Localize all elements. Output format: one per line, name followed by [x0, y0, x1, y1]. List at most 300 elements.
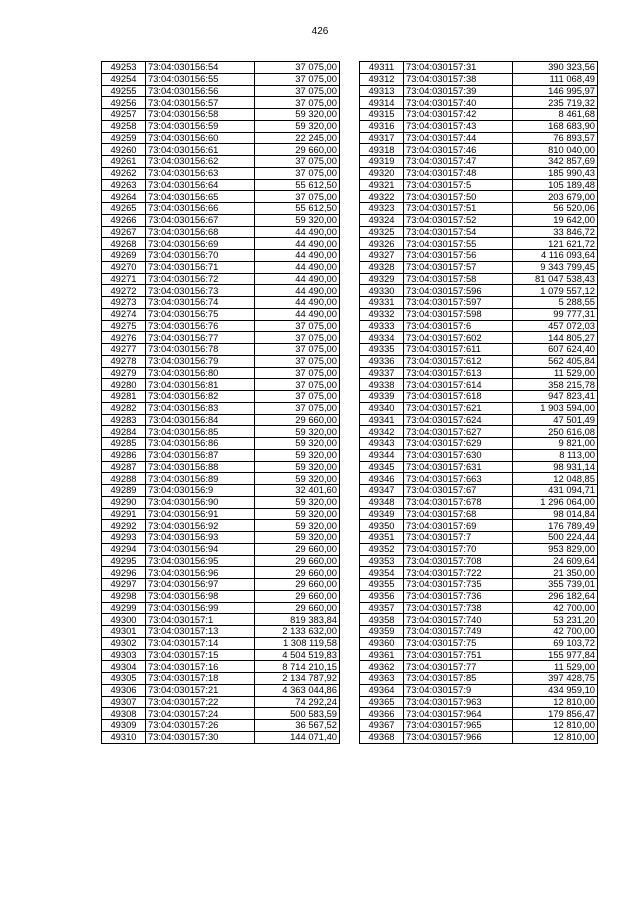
row-number: 49324: [360, 214, 404, 226]
cadastral-value: 37 075,00: [255, 355, 340, 367]
cadastral-value: 37 075,00: [255, 156, 340, 168]
table-row: [102, 332, 340, 344]
table-row: [360, 661, 598, 673]
cadastral-value: 29 660,00: [255, 590, 340, 602]
row-number: 49257: [102, 109, 146, 121]
table-row: [360, 391, 598, 403]
cadastral-value: 1 903 594,00: [513, 402, 598, 414]
cadastral-number: 73:04:030157:1: [146, 614, 255, 626]
table-row: [102, 696, 340, 708]
row-number: 49307: [102, 696, 146, 708]
cadastral-number: 73:04:030156:90: [146, 496, 255, 508]
table-row: [360, 297, 598, 309]
cadastral-value: 11 529,00: [513, 661, 598, 673]
row-number: 49276: [102, 332, 146, 344]
row-number: 49329: [360, 273, 404, 285]
cadastral-number: 73:04:030157:13: [146, 626, 255, 638]
row-number: 49331: [360, 297, 404, 309]
cadastral-number: 73:04:030156:93: [146, 532, 255, 544]
table-row: [102, 391, 340, 403]
cadastral-value: 2 134 787,92: [255, 673, 340, 685]
table-row: [102, 73, 340, 85]
cadastral-number: 73:04:030156:59: [146, 120, 255, 132]
cadastral-number: 73:04:030156:99: [146, 602, 255, 614]
table-row: [102, 661, 340, 673]
row-number: 49288: [102, 473, 146, 485]
cadastral-number: 73:04:030157:31: [404, 62, 513, 74]
row-number: 49368: [360, 731, 404, 743]
cadastral-number: 73:04:030157:15: [146, 649, 255, 661]
cadastral-number: 73:04:030157:56: [404, 250, 513, 262]
row-number: 49277: [102, 344, 146, 356]
cadastral-number: 73:04:030156:82: [146, 391, 255, 403]
row-number: 49318: [360, 144, 404, 156]
table-row: [360, 308, 598, 320]
row-number: 49349: [360, 508, 404, 520]
cadastral-number: 73:04:030157:630: [404, 449, 513, 461]
table-row: [102, 273, 340, 285]
table-row: [102, 238, 340, 250]
table-row: [360, 461, 598, 473]
row-number: 49358: [360, 614, 404, 626]
cadastral-number: 73:04:030157:21: [146, 684, 255, 696]
row-number: 49285: [102, 438, 146, 450]
row-number: 49312: [360, 73, 404, 85]
table-row: [102, 144, 340, 156]
row-number: 49278: [102, 355, 146, 367]
table-row: [360, 144, 598, 156]
cadastral-number: 73:04:030156:62: [146, 156, 255, 168]
table-row: [102, 109, 340, 121]
row-number: 49365: [360, 696, 404, 708]
cadastral-number: 73:04:030156:70: [146, 250, 255, 262]
row-number: 49280: [102, 379, 146, 391]
cadastral-value: 37 075,00: [255, 379, 340, 391]
cadastral-value: 12 048,85: [513, 473, 598, 485]
cadastral-value: 146 995,97: [513, 85, 598, 97]
table-row: [360, 532, 598, 544]
cadastral-value: 37 075,00: [255, 391, 340, 403]
cadastral-value: 500 224,44: [513, 532, 598, 544]
table-row: [102, 320, 340, 332]
cadastral-value: 358 215,78: [513, 379, 598, 391]
row-number: 49332: [360, 308, 404, 320]
cadastral-value: 59 320,00: [255, 438, 340, 450]
table-row: [360, 438, 598, 450]
table-row: [360, 720, 598, 732]
cadastral-number: 73:04:030157:48: [404, 167, 513, 179]
row-number: 49301: [102, 626, 146, 638]
cadastral-value: 296 182,64: [513, 590, 598, 602]
row-number: 49364: [360, 684, 404, 696]
table-row: [360, 708, 598, 720]
table-row: [360, 543, 598, 555]
row-number: 49345: [360, 461, 404, 473]
cadastral-number: 73:04:030156:74: [146, 297, 255, 309]
cadastral-value: 4 504 519,83: [255, 649, 340, 661]
cadastral-value: 74 292,24: [255, 696, 340, 708]
cadastral-number: 73:04:030157:627: [404, 426, 513, 438]
row-number: 49267: [102, 226, 146, 238]
cadastral-number: 73:04:030156:54: [146, 62, 255, 74]
cadastral-value: 607 624,40: [513, 344, 598, 356]
table-row: [102, 708, 340, 720]
table-row: [360, 402, 598, 414]
row-number: 49354: [360, 567, 404, 579]
cadastral-number: 73:04:030157:26: [146, 720, 255, 732]
table-row: [102, 590, 340, 602]
cadastral-value: 562 405,84: [513, 355, 598, 367]
table-row: [360, 379, 598, 391]
table-row: [102, 355, 340, 367]
cadastral-number: 73:04:030156:84: [146, 414, 255, 426]
cadastral-value: 98 931,14: [513, 461, 598, 473]
table-row: [102, 179, 340, 191]
table-row: [360, 637, 598, 649]
cadastral-number: 73:04:030156:55: [146, 73, 255, 85]
left-table: [101, 61, 340, 744]
row-number: 49265: [102, 203, 146, 215]
table-row: [360, 344, 598, 356]
cadastral-value: 44 490,00: [255, 250, 340, 262]
cadastral-value: 29 660,00: [255, 414, 340, 426]
table-row: [360, 684, 598, 696]
cadastral-number: 73:04:030157:597: [404, 297, 513, 309]
cadastral-value: 397 428,75: [513, 673, 598, 685]
row-number: 49322: [360, 191, 404, 203]
row-number: 49308: [102, 708, 146, 720]
table-row: [102, 461, 340, 473]
cadastral-value: 155 977,84: [513, 649, 598, 661]
cadastral-value: 29 660,00: [255, 579, 340, 591]
row-number: 49328: [360, 261, 404, 273]
cadastral-number: 73:04:030157:24: [146, 708, 255, 720]
table-row: [360, 285, 598, 297]
table-row: [360, 426, 598, 438]
table-row: [360, 731, 598, 743]
table-row: [102, 626, 340, 638]
cadastral-number: 73:04:030157:663: [404, 473, 513, 485]
table-row: [102, 508, 340, 520]
cadastral-value: 29 660,00: [255, 567, 340, 579]
cadastral-number: 73:04:030157:55: [404, 238, 513, 250]
row-number: 49333: [360, 320, 404, 332]
cadastral-value: 500 583,59: [255, 708, 340, 720]
row-number: 49263: [102, 179, 146, 191]
table-row: [360, 496, 598, 508]
row-number: 49362: [360, 661, 404, 673]
table-row: [102, 261, 340, 273]
cadastral-number: 73:04:030156:63: [146, 167, 255, 179]
table-row: [102, 250, 340, 262]
table-row: [360, 320, 598, 332]
cadastral-number: 73:04:030157:708: [404, 555, 513, 567]
row-number: 49357: [360, 602, 404, 614]
table-row: [102, 344, 340, 356]
cadastral-value: 29 660,00: [255, 555, 340, 567]
cadastral-value: 4 116 093,64: [513, 250, 598, 262]
cadastral-number: 73:04:030157:30: [146, 731, 255, 743]
row-number: 49261: [102, 156, 146, 168]
cadastral-number: 73:04:030157:22: [146, 696, 255, 708]
table-row: [360, 132, 598, 144]
cadastral-value: 355 739,01: [513, 579, 598, 591]
cadastral-number: 73:04:030157:602: [404, 332, 513, 344]
table-row: [102, 520, 340, 532]
row-number: 49315: [360, 109, 404, 121]
table-row: [102, 367, 340, 379]
cadastral-value: 56 520,06: [513, 203, 598, 215]
cadastral-value: 342 857,69: [513, 156, 598, 168]
table-row: [360, 73, 598, 85]
cadastral-value: 203 679,00: [513, 191, 598, 203]
cadastral-number: 73:04:030156:71: [146, 261, 255, 273]
table-row: [360, 614, 598, 626]
cadastral-number: 73:04:030157:67: [404, 485, 513, 497]
cadastral-number: 73:04:030157:40: [404, 97, 513, 109]
row-number: 49274: [102, 308, 146, 320]
row-number: 49304: [102, 661, 146, 673]
cadastral-number: 73:04:030157:16: [146, 661, 255, 673]
table-row: [102, 614, 340, 626]
table-row: [360, 649, 598, 661]
row-number: 49319: [360, 156, 404, 168]
cadastral-number: 73:04:030157:736: [404, 590, 513, 602]
cadastral-value: 12 810,00: [513, 696, 598, 708]
table-row: [360, 449, 598, 461]
cadastral-value: 111 068,49: [513, 73, 598, 85]
cadastral-value: 44 490,00: [255, 238, 340, 250]
cadastral-value: 2 133 632,00: [255, 626, 340, 638]
table-row: [360, 226, 598, 238]
cadastral-value: 953 829,00: [513, 543, 598, 555]
cadastral-value: 37 075,00: [255, 62, 340, 74]
table-row: [360, 261, 598, 273]
cadastral-number: 73:04:030157:596: [404, 285, 513, 297]
cadastral-number: 73:04:030157:965: [404, 720, 513, 732]
row-number: 49254: [102, 73, 146, 85]
row-number: 49281: [102, 391, 146, 403]
row-number: 49270: [102, 261, 146, 273]
table-row: [102, 543, 340, 555]
table-row: [360, 167, 598, 179]
row-number: 49264: [102, 191, 146, 203]
table-row: [360, 62, 598, 74]
cadastral-value: 59 320,00: [255, 508, 340, 520]
cadastral-number: 73:04:030157:612: [404, 355, 513, 367]
cadastral-number: 73:04:030157:54: [404, 226, 513, 238]
cadastral-number: 73:04:030157:14: [146, 637, 255, 649]
cadastral-number: 73:04:030157:9: [404, 684, 513, 696]
cadastral-number: 73:04:030156:96: [146, 567, 255, 579]
cadastral-number: 73:04:030156:75: [146, 308, 255, 320]
cadastral-number: 73:04:030157:7: [404, 532, 513, 544]
cadastral-value: 44 490,00: [255, 308, 340, 320]
cadastral-number: 73:04:030156:83: [146, 402, 255, 414]
table-row: [102, 426, 340, 438]
right-table: [359, 61, 598, 744]
table-row: [360, 179, 598, 191]
table-row: [360, 414, 598, 426]
cadastral-value: 819 383,84: [255, 614, 340, 626]
row-number: 49359: [360, 626, 404, 638]
table-row: [102, 731, 340, 743]
cadastral-number: 73:04:030157:52: [404, 214, 513, 226]
cadastral-number: 73:04:030157:963: [404, 696, 513, 708]
cadastral-number: 73:04:030157:613: [404, 367, 513, 379]
row-number: 49320: [360, 167, 404, 179]
row-number: 49353: [360, 555, 404, 567]
table-row: [360, 590, 598, 602]
table-row: [102, 684, 340, 696]
row-number: 49266: [102, 214, 146, 226]
cadastral-value: 37 075,00: [255, 97, 340, 109]
row-number: 49340: [360, 402, 404, 414]
row-number: 49303: [102, 649, 146, 661]
table-row: [360, 367, 598, 379]
cadastral-value: 24 609,64: [513, 555, 598, 567]
cadastral-number: 73:04:030156:78: [146, 344, 255, 356]
table-row: [102, 97, 340, 109]
cadastral-value: 59 320,00: [255, 496, 340, 508]
table-row: [102, 62, 340, 74]
cadastral-value: 168 683,90: [513, 120, 598, 132]
row-number: 49361: [360, 649, 404, 661]
cadastral-number: 73:04:030156:68: [146, 226, 255, 238]
cadastral-value: 105 189,48: [513, 179, 598, 191]
row-number: 49282: [102, 402, 146, 414]
cadastral-value: 42 700,00: [513, 602, 598, 614]
cadastral-number: 73:04:030157:964: [404, 708, 513, 720]
cadastral-number: 73:04:030157:621: [404, 402, 513, 414]
cadastral-number: 73:04:030157:43: [404, 120, 513, 132]
cadastral-value: 59 320,00: [255, 461, 340, 473]
table-row: [102, 226, 340, 238]
cadastral-value: 44 490,00: [255, 297, 340, 309]
row-number: 49342: [360, 426, 404, 438]
table-row: [102, 85, 340, 97]
row-number: 49341: [360, 414, 404, 426]
table-row: [102, 637, 340, 649]
table-row: [102, 297, 340, 309]
row-number: 49298: [102, 590, 146, 602]
cadastral-value: 21 350,00: [513, 567, 598, 579]
cadastral-number: 73:04:030156:9: [146, 485, 255, 497]
cadastral-value: 29 660,00: [255, 602, 340, 614]
row-number: 49352: [360, 543, 404, 555]
row-number: 49327: [360, 250, 404, 262]
cadastral-value: 11 529,00: [513, 367, 598, 379]
cadastral-value: 33 846,72: [513, 226, 598, 238]
cadastral-number: 73:04:030156:94: [146, 543, 255, 555]
table-row: [360, 555, 598, 567]
row-number: 49260: [102, 144, 146, 156]
table-row: [360, 602, 598, 614]
row-number: 49272: [102, 285, 146, 297]
table-row: [360, 673, 598, 685]
cadastral-value: 59 320,00: [255, 214, 340, 226]
cadastral-number: 73:04:030157:966: [404, 731, 513, 743]
cadastral-value: 22 245,00: [255, 132, 340, 144]
table-row: [360, 214, 598, 226]
cadastral-value: 37 075,00: [255, 85, 340, 97]
table-row: [360, 567, 598, 579]
row-number: 49330: [360, 285, 404, 297]
cadastral-number: 73:04:030156:72: [146, 273, 255, 285]
cadastral-value: 19 642,00: [513, 214, 598, 226]
row-number: 49273: [102, 297, 146, 309]
cadastral-value: 59 320,00: [255, 473, 340, 485]
cadastral-number: 73:04:030156:60: [146, 132, 255, 144]
row-number: 49311: [360, 62, 404, 74]
table-row: [360, 355, 598, 367]
cadastral-number: 73:04:030156:57: [146, 97, 255, 109]
cadastral-value: 59 320,00: [255, 109, 340, 121]
row-number: 49335: [360, 344, 404, 356]
cadastral-value: 98 014,84: [513, 508, 598, 520]
row-number: 49325: [360, 226, 404, 238]
cadastral-number: 73:04:030157:631: [404, 461, 513, 473]
table-row: [360, 238, 598, 250]
table-row: [102, 485, 340, 497]
cadastral-value: 810 040,00: [513, 144, 598, 156]
cadastral-value: 235 719,32: [513, 97, 598, 109]
table-row: [360, 485, 598, 497]
row-number: 49291: [102, 508, 146, 520]
row-number: 49255: [102, 85, 146, 97]
row-number: 49351: [360, 532, 404, 544]
table-row: [102, 555, 340, 567]
table-row: [102, 438, 340, 450]
cadastral-number: 73:04:030156:76: [146, 320, 255, 332]
cadastral-value: 9 821,00: [513, 438, 598, 450]
left-table-body: [102, 62, 340, 744]
cadastral-value: 121 621,72: [513, 238, 598, 250]
cadastral-value: 144 071,40: [255, 731, 340, 743]
row-number: 49326: [360, 238, 404, 250]
row-number: 49299: [102, 602, 146, 614]
row-number: 49271: [102, 273, 146, 285]
row-number: 49338: [360, 379, 404, 391]
cadastral-value: 37 075,00: [255, 167, 340, 179]
table-row: [360, 332, 598, 344]
table-row: [102, 120, 340, 132]
cadastral-value: 47 501,49: [513, 414, 598, 426]
cadastral-value: 144 805,27: [513, 332, 598, 344]
cadastral-value: 32 401,60: [255, 485, 340, 497]
row-number: 49366: [360, 708, 404, 720]
cadastral-value: 44 490,00: [255, 273, 340, 285]
row-number: 49336: [360, 355, 404, 367]
table-row: [360, 696, 598, 708]
cadastral-value: 457 072,03: [513, 320, 598, 332]
cadastral-value: 176 789,49: [513, 520, 598, 532]
row-number: 49355: [360, 579, 404, 591]
table-row: [360, 473, 598, 485]
cadastral-number: 73:04:030157:18: [146, 673, 255, 685]
cadastral-value: 8 461,68: [513, 109, 598, 121]
row-number: 49306: [102, 684, 146, 696]
row-number: 49305: [102, 673, 146, 685]
row-number: 49258: [102, 120, 146, 132]
row-number: 49253: [102, 62, 146, 74]
row-number: 49313: [360, 85, 404, 97]
row-number: 49356: [360, 590, 404, 602]
table-row: [102, 673, 340, 685]
cadastral-value: 59 320,00: [255, 520, 340, 532]
table-row: [102, 285, 340, 297]
cadastral-number: 73:04:030156:86: [146, 438, 255, 450]
